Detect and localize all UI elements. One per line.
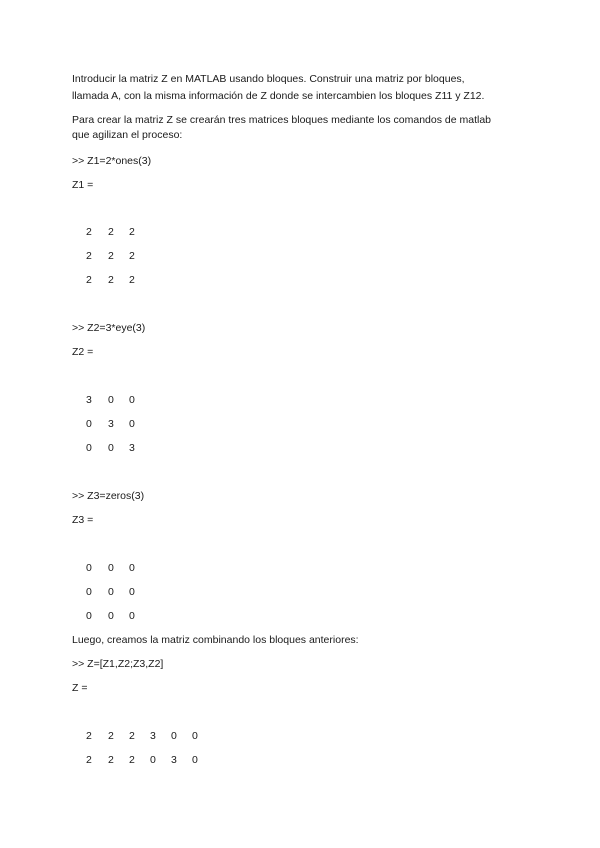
- matrix-cell: 0: [108, 586, 114, 598]
- matrix-cell: 0: [192, 730, 198, 742]
- matrix-cell: 3: [171, 754, 177, 766]
- matrix-cell: 2: [86, 274, 92, 286]
- matrix-cell: 2: [129, 754, 135, 766]
- matrix-cell: 2: [108, 274, 114, 286]
- z2-label: Z2 =: [72, 346, 94, 358]
- z2-command: >> Z2=3*eye(3): [72, 322, 146, 334]
- matrix-cell: 0: [129, 394, 135, 406]
- matrix-cell: 0: [86, 610, 92, 622]
- intro-line-1: Introducir la matriz Z en MATLAB usando bloques. Construir una matriz por bloques,: [72, 73, 465, 85]
- z3-label: Z3 =: [72, 514, 94, 526]
- matrix-cell: 2: [108, 250, 114, 262]
- matrix-cell: 0: [108, 442, 114, 454]
- matrix-cell: 0: [86, 586, 92, 598]
- matrix-cell: 3: [150, 730, 156, 742]
- combine-text: Luego, creamos la matriz combinando los bloques anteriores:: [72, 634, 359, 646]
- matrix-cell: 2: [108, 730, 114, 742]
- matrix-cell: 2: [108, 754, 114, 766]
- matrix-cell: 0: [192, 754, 198, 766]
- matrix-cell: 2: [86, 250, 92, 262]
- matrix-cell: 2: [86, 226, 92, 238]
- z1-label: Z1 =: [72, 179, 94, 191]
- intro-line-2: llamada A, con la misma información de Z donde se intercambien los bloques Z11 y Z12.: [72, 90, 485, 102]
- matrix-cell: 2: [129, 226, 135, 238]
- z-label: Z =: [72, 682, 88, 694]
- z3-command: >> Z3=zeros(3): [72, 490, 145, 502]
- matrix-cell: 0: [129, 418, 135, 430]
- z-command: >> Z=[Z1,Z2;Z3,Z2]: [72, 658, 164, 670]
- explanation-line-2: que agilizan el proceso:: [72, 129, 183, 141]
- matrix-cell: 0: [86, 418, 92, 430]
- matrix-cell: 3: [108, 418, 114, 430]
- matrix-cell: 3: [129, 442, 135, 454]
- explanation-line-1: Para crear la matriz Z se crearán tres matrices bloques mediante los comandos de matlab: [72, 114, 492, 126]
- matrix-cell: 2: [129, 250, 135, 262]
- matrix-cell: 3: [86, 394, 92, 406]
- matrix-cell: 0: [86, 562, 92, 574]
- z1-command: >> Z1=2*ones(3): [72, 155, 152, 167]
- matrix-cell: 2: [129, 730, 135, 742]
- matrix-cell: 0: [129, 610, 135, 622]
- matrix-cell: 0: [86, 442, 92, 454]
- matrix-cell: 2: [86, 730, 92, 742]
- matrix-cell: 0: [108, 394, 114, 406]
- matrix-cell: 0: [108, 610, 114, 622]
- matrix-cell: 2: [86, 754, 92, 766]
- matrix-cell: 0: [108, 562, 114, 574]
- matrix-cell: 0: [129, 562, 135, 574]
- matrix-cell: 0: [129, 586, 135, 598]
- matrix-cell: 0: [150, 754, 156, 766]
- matrix-cell: 0: [171, 730, 177, 742]
- matrix-cell: 2: [108, 226, 114, 238]
- matrix-cell: 2: [129, 274, 135, 286]
